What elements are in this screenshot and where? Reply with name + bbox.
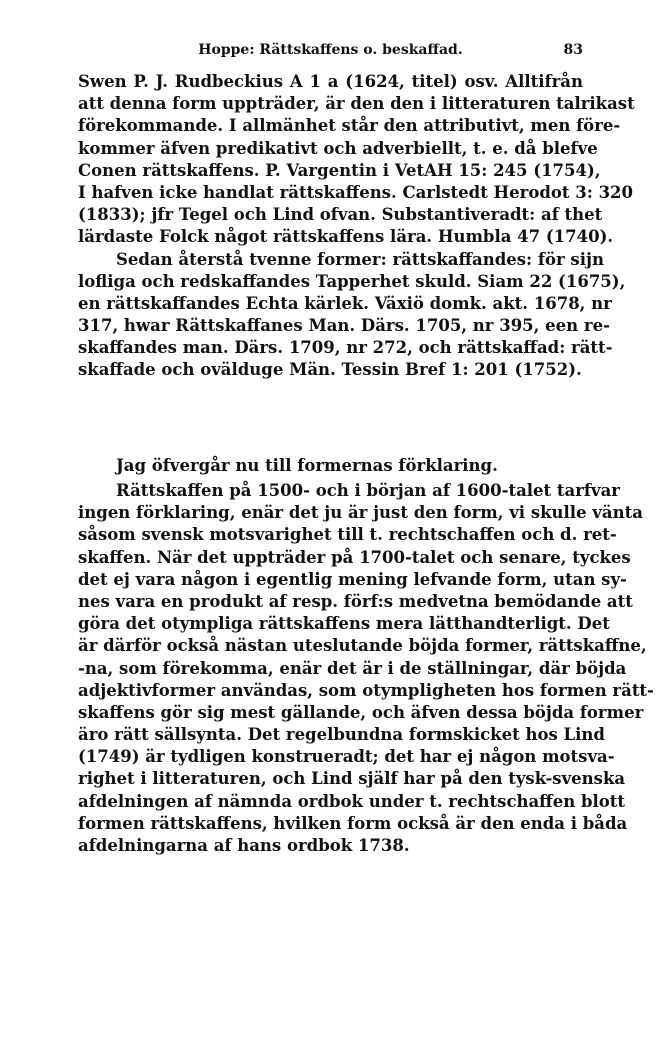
text-line: att denna form uppträder, är den den i litteraturen talrikast <box>78 94 635 114</box>
text-line: afdelningen af nämnda ordbok under t. rechtschaffen blott <box>78 791 626 811</box>
text-line: afdelningarna af hans ordbok 1738. <box>78 836 410 855</box>
text-line: righet i litteraturen, och Lind själf har på den tysk-svenska <box>78 769 626 789</box>
text-line: är därför också nästan uteslutande böjda former, rättskaffne, <box>78 636 647 656</box>
text-line: (1749) är tydligen konstrueradt; det har ej någon motsva- <box>78 747 615 767</box>
page-number: 83 <box>563 42 583 58</box>
text-line: skaffade och ovälduge Män. Tessin Bref 1: 201 (1752). <box>78 360 582 380</box>
text-line: adjektivformer användas, som otympligheten hos formen rätt- <box>78 680 654 700</box>
text-line: skaffandes man. Därs. 1709, nr 272, och rättskaffad: rätt- <box>78 338 613 358</box>
text-line: lofliga och redskaffandes Tapperhet skuld. Siam 22 (1675), <box>78 271 626 291</box>
text-line: -na, som förekomma, enär det är i de ställningar, där böjda <box>78 658 627 678</box>
text-line: Rättskaffen på 1500- och i början af 1600-talet tarfvar <box>116 481 620 500</box>
paragraph-explanation <box>78 480 654 857</box>
text-line: 317, hwar Rättskaffanes Man. Därs. 1705, nr 395, een re- <box>78 316 610 336</box>
text-line: det ej vara någon i egentlig mening lefvande form, utan sy- <box>78 569 627 589</box>
text-line: nes vara en produkt af resp. förf:s medvetna bemödande att <box>78 591 633 611</box>
text-line: ingen förklaring, enär det ju är just den form, vi skulle vänta <box>78 503 643 523</box>
text-line: en rättskaffandes Echta kärlek. Växiö domk. akt. 1678, nr <box>78 293 612 313</box>
text-line: formen rättskaffens, hvilken form också är den enda i båda <box>78 813 628 833</box>
text-line: Swen P. J. Rudbeckius A 1 a (1624, titel) osv. Alltifrån <box>78 72 583 91</box>
text-line: (1833); jfr Tegel och Lind ofvan. Substantiveradt: af thet <box>78 205 603 225</box>
text-line: Conen rättskaffens. P. Vargentin i VetAH 15: 245 (1754), <box>78 160 601 180</box>
paragraph-forms <box>78 71 635 382</box>
text-line: äro rätt sällsynta. Det regelbundna formskicket hos Lind <box>78 725 605 745</box>
text-line: göra det otympliga rättskaffens mera lätthandterligt. Det <box>78 614 610 634</box>
paragraph-transition <box>78 455 583 477</box>
text-line: förekommande. I allmänhet står den attributivt, men före- <box>78 116 621 136</box>
text-line: lärdaste Folck något rättskaffens lära. Humbla 47 (1740). <box>78 227 614 247</box>
text-line: kommer äfven predikativt och adverbiellt, t. e. då blefve <box>78 138 598 158</box>
text-line: skaffens gör sig mest gällande, och äfven dessa böjda former <box>78 702 644 722</box>
text-line: I hafven icke handlat rättskaffens. Carlstedt Herodot 3: 320 <box>78 182 634 202</box>
text-line: Jag öfvergår nu till formernas förklaring. <box>116 456 498 475</box>
text-line: Sedan återstå tvenne former: rättskaffandes: för sijn <box>116 249 604 269</box>
running-title: Hoppe: Rättskaffens o. beskaffad. <box>198 42 463 58</box>
text-line: såsom svensk motsvarighet till t. rechtschaffen och d. ret- <box>78 525 617 545</box>
text-line: skaffen. När det uppträder på 1700-talet och senare, tyckes <box>78 547 631 567</box>
